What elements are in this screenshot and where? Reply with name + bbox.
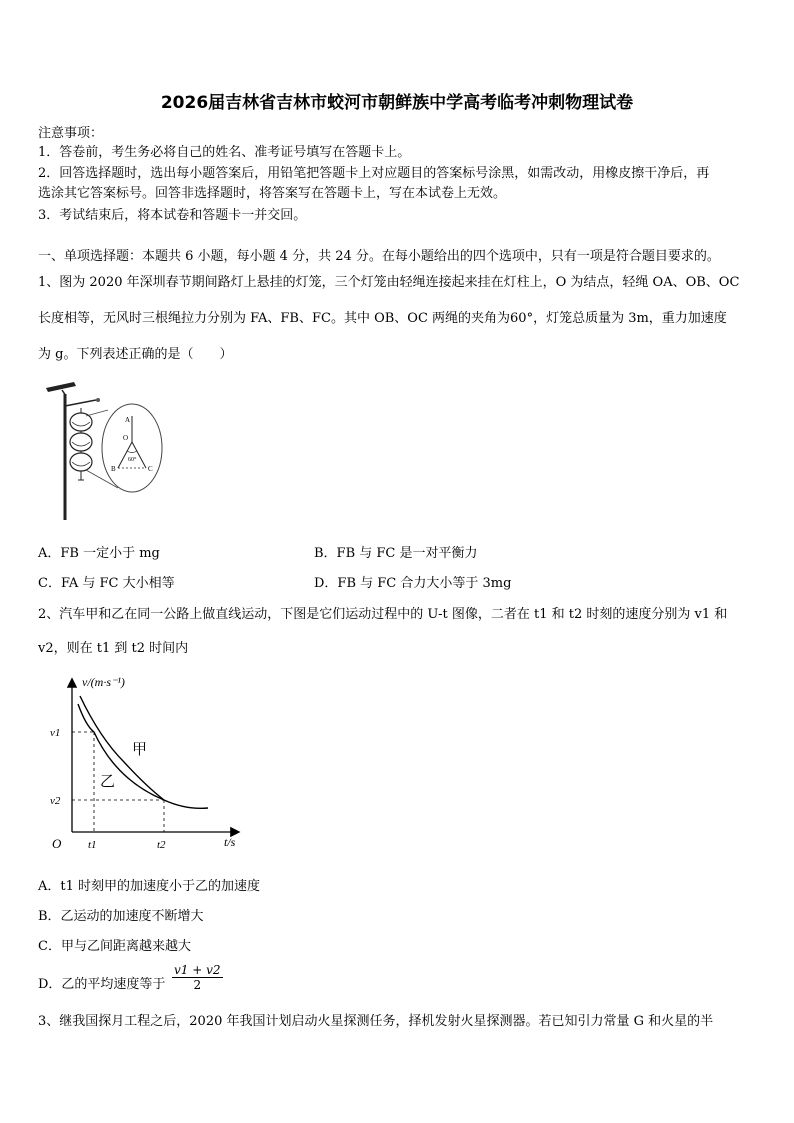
angle-label: 60° (128, 457, 137, 463)
notice-item-1: 1．答卷前，考生务必将自己的姓名、准考证号填写在答题卡上。 (38, 145, 411, 160)
v1-label: v1 (50, 727, 61, 739)
q2-option-a: A．t1 时刻甲的加速度小于乙的加速度 (38, 879, 261, 894)
point-o-label: O (123, 434, 129, 442)
notice-heading: 注意事项： (38, 126, 104, 141)
q1-line-3: 为 g。下列表述正确的是（ ） (38, 347, 233, 362)
q1-option-b: B．FB 与 FC 是一对平衡力 (314, 546, 478, 561)
q3-line-1: 3、继我国探月工程之后，2020 年我国计划启动火星探测任务，择机发射火星探测器。若已知引力常量 G 和火星的半 (38, 1014, 714, 1029)
notice-item-3: 3．考试结束后，将本试卷和答题卡一并交回。 (38, 208, 307, 223)
point-a-label: A (125, 416, 131, 424)
point-b-label: B (111, 465, 116, 473)
q1-line-2: 长度相等，无风时三根绳拉力分别为 FA、FB、FC。其中 OB、OC 两绳的夹角为60°，灯笼总质量为 3m，重力加速度 (38, 311, 727, 326)
lantern-diagram (36, 380, 166, 525)
q2-option-d: D．乙的平均速度等于 (38, 977, 166, 992)
notice-item-2: 2．回答选择题时，选出每小题答案后，用铅笔把答题卡上对应题目的答案标号涂黑，如需改动，用橡皮擦干净后，再 (38, 166, 710, 181)
t2-label: t2 (157, 839, 166, 851)
q1-option-a: A．FB 一定小于 mg (38, 546, 160, 561)
v2-label: v2 (50, 795, 61, 807)
t1-label: t1 (88, 839, 97, 851)
x-axis-label: t/s (224, 835, 236, 849)
yi-label: 乙 (100, 774, 116, 790)
notice-item-2-cont: 选涂其它答案标号。回答非选择题时，将答案写在答题卡上，写在本试卷上无效。 (38, 186, 507, 201)
origin-label: O (52, 836, 62, 851)
q2-option-c: C．甲与乙间距离越来越大 (38, 939, 191, 954)
q1-line-1: 1、图为 2020 年深圳春节期间路灯上悬挂的灯笼，三个灯笼由轻绳连接起来挂在灯柱上，O 为结点，轻绳 OA、OB、OC (38, 275, 740, 290)
point-c-label: C (148, 465, 153, 473)
q2-line-1: 2、汽车甲和乙在同一公路上做直线运动，下图是它们运动过程中的 U-t 图像，二者在 t1 和 t2 时刻的速度分别为 v1 和 (38, 607, 728, 622)
q2-line-2: v2，则在 t1 到 t2 时间内 (38, 641, 189, 656)
q1-option-c: C．FA 与 FC 大小相等 (38, 576, 175, 591)
vt-graph (46, 668, 246, 858)
q1-option-d: D．FB 与 FC 合力大小等于 3mg (314, 576, 512, 591)
page-title: 2026届吉林省吉林市蛟河市朝鲜族中学高考临考冲刺物理试卷 (160, 93, 634, 113)
y-axis-label: v/(m·s⁻¹) (82, 675, 125, 689)
fraction-denominator: 2 (193, 978, 202, 992)
fraction-numerator: v1 + v2 (174, 963, 221, 977)
section-heading: 一、单项选择题：本题共 6 小题，每小题 4 分，共 24 分。在每小题给出的四个选项中，只有一项是符合题目要求的。 (38, 249, 720, 264)
q2-option-b: B．乙运动的加速度不断增大 (38, 909, 204, 924)
q2-option-d-fraction (172, 963, 223, 992)
jia-label: 甲 (132, 742, 148, 758)
